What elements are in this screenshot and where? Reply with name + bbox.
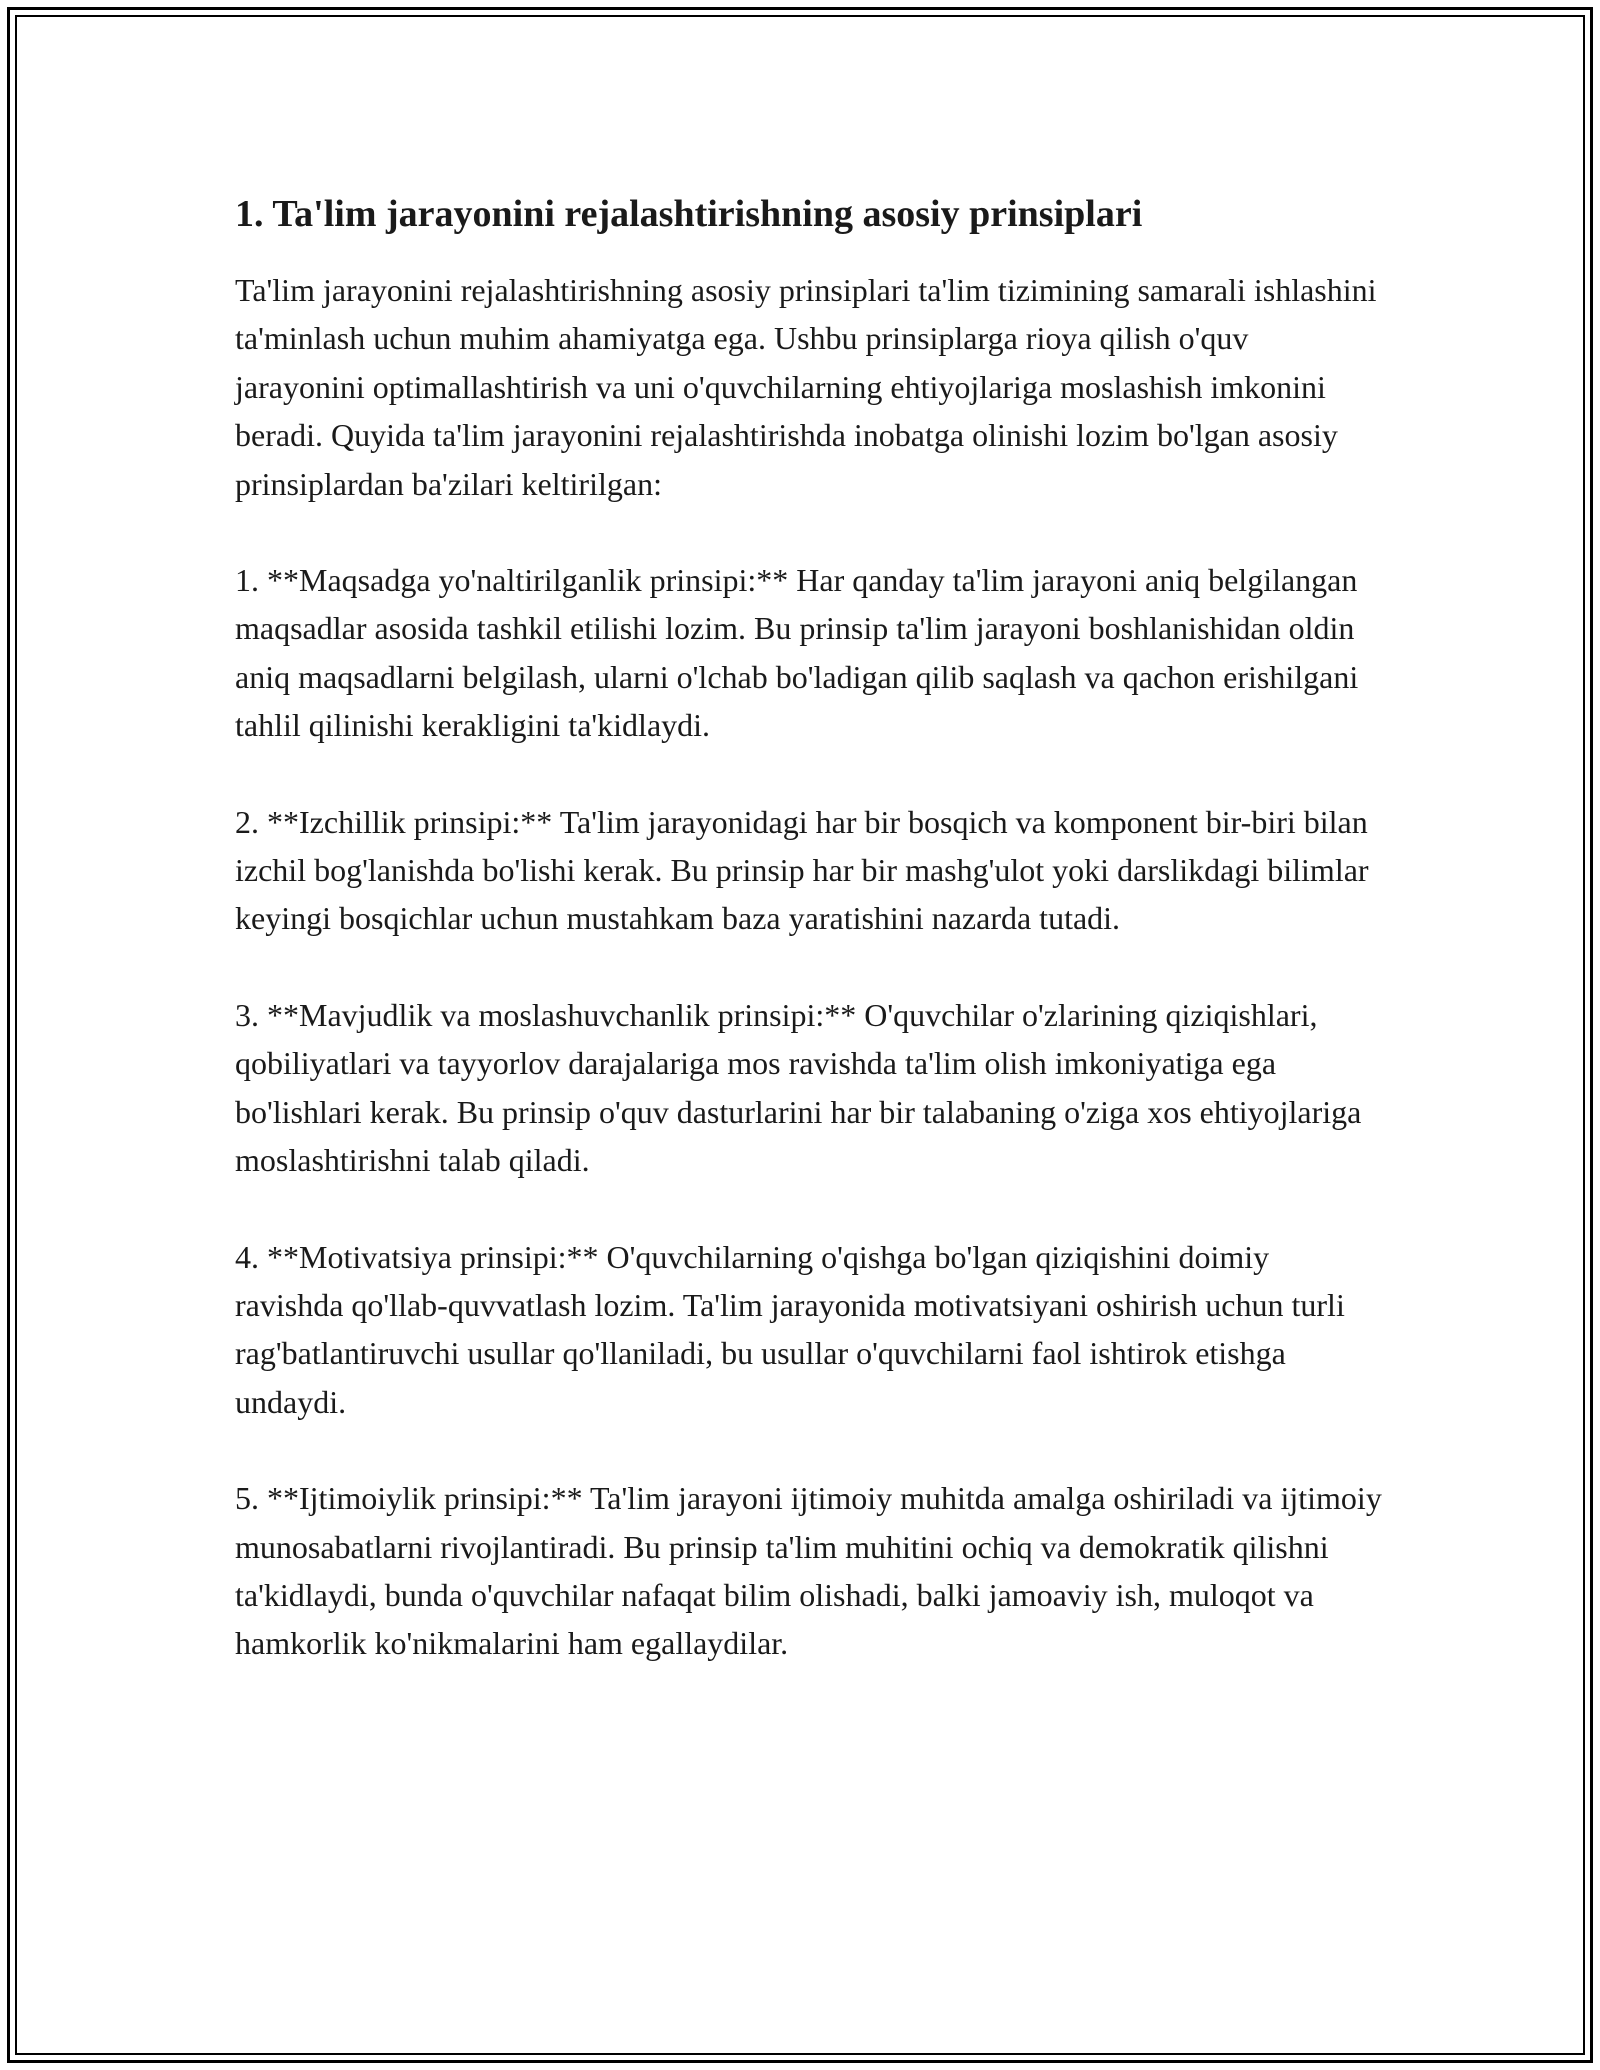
principle-paragraph-3: 3. **Mavjudlik va moslashuvchanlik prinsipi:** O'quvchilar o'zlarining qiziqishlari, qobiliyatlari va tayyorlov darajalariga mos ravishda ta'lim olish imkoniyatiga ega bo'lishlari kerak. Bu prinsip o'quv dasturlarini har bir talabaning o'ziga xos ehtiyojlariga moslashtirishni talab qiladi. (235, 996, 1362, 1179)
document-body (235, 186, 1385, 1716)
principle-paragraph-2: 2. **Izchillik prinsipi:** Ta'lim jarayonidagi har bir bosqich va komponent bir-biri bilan izchil bog'lanishda bo'lishi kerak. Bu prinsip har bir mashg'ulot yoki darslikdagi bilimlar keyingi bosqichlar uchun mustahkam baza yaratishini nazarda tutadi. (235, 803, 1369, 937)
principle-paragraph-1: 1. **Maqsadga yo'naltirilganlik prinsipi:** Har qanday ta'lim jarayoni aniq belgilangan maqsadlar asosida tashkil etilishi lozim. Bu prinsip ta'lim jarayoni boshlanishidan oldin aniq maqsadlarni belgilash, ularni o'lchab bo'ladigan qilib saqlash va qachon erishilgani tahlil qilinishi kerakligini ta'kidlaydi. (235, 562, 1359, 744)
principle-paragraph-4: 4. **Motivatsiya prinsipi:** O'quvchilarning o'qishga bo'lgan qiziqishini doimiy ravishda qo'llab-quvvatlash lozim. Ta'lim jarayonida motivatsiyani oshirish uchun turli rag'batlantiruvchi usullar qo'llaniladi, bu usullar o'quvchilarni faol ishtirok etishga undaydi. (235, 1238, 1345, 1420)
document-title: 1. Ta'lim jarayonini rejalashtirishning asosiy prinsiplari (235, 193, 1143, 235)
intro-paragraph: Ta'lim jarayonini rejalashtirishning asosiy prinsiplari ta'lim tizimining samarali ishlashini ta'minlash uchun muhim ahamiyatga ega. Ushbu prinsiplarga rioya qilish o'quv jarayonini optimallashtirish va uni o'quvchilarning ehtiyojlariga moslashish imkonini beradi. Quyida ta'lim jarayonini rejalashtirishda inobatga olinishi lozim bo'lgan asosiy prinsiplardan ba'zilari keltirilgan: (235, 272, 1377, 502)
principle-paragraph-5: 5. **Ijtimoiylik prinsipi:** Ta'lim jarayoni ijtimoiy muhitda amalga oshiriladi va ijtimoiy munosabatlarni rivojlantiradi. Bu prinsip ta'lim muhitini ochiq va demokratik qilishni ta'kidlaydi, bunda o'quvchilar nafaqat bilim olishadi, balki jamoaviy ish, muloqot va hamkorlik ko'nikmalarini ham egallaydilar. (235, 1480, 1382, 1662)
